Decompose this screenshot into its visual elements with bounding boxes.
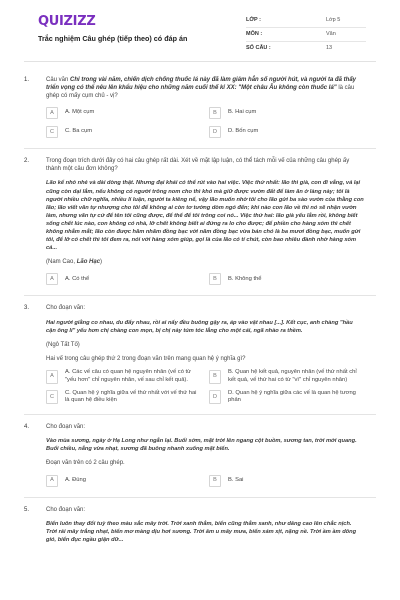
passage-text: Lão kể nhỏ nhẻ và dài dòng thật. Nhưng đại khái có thể rút vào hai việc. Việc thứ nhất: lão thì già, con đi vắng, vả lại cũng còn dại lắm, nếu không có người trông nom cho thì khó mà giữ được vườn đất để làm ăn ở làng này; tôi là người nhiều chữ nghĩa, nhiều lí luận, người ta kiêng nể, vậy lão muốn nhờ tôi cho lão gửi ba sào vườn của thằng con lão; lão viết văn tự nhượng cho tôi để không ai còn tơ tưởng dòm ngó đến; khi nào con lão về thì nó sẽ nhận vườn làm, nhưng văn tự cứ để tên tôi cũng được, để thế để tôi trông coi nó... Việc thứ hai: lão già yếu lắm rồi, không biết sống chết lúc nào, con không có nhà, lỡ chết không biết ai đứng ra lo cho được; để phiền cho hàng xóm thì chết không nhắm mắt; lão còn được hăm nhăm đồng bạc với năm đồng bạc vừa bán chó là ba mươi đồng bạc, muốn gửi tôi, để lỡ có chết thì tôi đem ra, nói với hàng xóm giúp, gọi là của lão có tí chút, còn bao nhiêu đành nhờ hàng xóm cả... (46, 180, 364, 252)
question-number: 4. (24, 424, 30, 431)
option-b[interactable] (209, 369, 364, 385)
option-text: B. Sai (228, 476, 244, 483)
meta-table (246, 14, 366, 56)
question-text-pre: Câu văn (46, 77, 71, 83)
option-b[interactable] (209, 106, 364, 120)
option-a[interactable] (46, 474, 201, 488)
option-letter: C (46, 126, 58, 138)
option-letter: A (46, 273, 58, 285)
question-text: Trong đoạn trích dưới đây có hai câu ghép rất dài. Xét về mặt lập luận, có thể tách mỗi vế của những câu ghép ấy thành một câu đơn không? (46, 158, 350, 173)
option-text: A. Các vế câu có quan hệ nguyên nhân (vế có từ "yếu hơn" chỉ nguyên nhân, vế sau chỉ kết quả). (65, 368, 192, 383)
answer-options (46, 474, 364, 488)
option-letter: C (46, 390, 58, 404)
option-d[interactable] (209, 125, 364, 139)
question-3 (24, 304, 376, 415)
passage-text: Hai người giằng co nhau, du đẩy nhau, rồi ai nấy đều buông gậy ra, áp vào vật nhau [...]. Kết cục, anh chàng "hầu cận ông lí" yếu hơn chị chàng con mọn, bị chị này túm tóc lẳng cho một cái, ngã nhào ra thềm. (46, 319, 353, 334)
question-text: Cho đoạn văn: (46, 424, 86, 431)
meta-row-subject (246, 28, 366, 42)
meta-value: Văn (326, 30, 336, 37)
question-number: 1. (24, 77, 30, 83)
question-text (46, 76, 364, 100)
option-letter: B (209, 273, 221, 285)
answer-options (46, 369, 364, 405)
option-text: A. Một cụm (65, 109, 95, 116)
source-pre: (Nam Cao, (46, 259, 77, 266)
option-text: D. Bốn cụm (228, 128, 259, 135)
option-a[interactable] (46, 272, 201, 286)
question-number: 3. (24, 305, 30, 312)
passage-text: Biển luôn thay đổi tuỳ theo màu sắc mây trời. Trời xanh thẳm, biển cũng thẳm xanh, như dâng cao lên chắc nịch. Trời rải mây trắng nhạt, biển mơ màng dịu hơi sương. Trời âm u mây mưa, biển xám xịt, nặng nề. Trời ầm ầm dông gió, biển đục ngầu giận dữ... (46, 520, 357, 543)
meta-label: LỚP : (246, 16, 261, 23)
question-2 (24, 157, 376, 296)
meta-label: SỐ CÂU : (246, 45, 271, 52)
meta-label: MÔN : (246, 30, 263, 37)
answer-options (46, 272, 364, 286)
passage-text: Vào mùa sương, ngày ở Hạ Long như ngắn lại. Buổi sớm, mặt trời lên ngang cột buồm, sương tan, trời mới quang. Buổi chiều, nắng vừa nhạt, sương đã buông nhanh xuống mặt biển. (46, 438, 357, 453)
question-prompt: Đoạn văn trên có 2 câu ghép. (46, 460, 125, 467)
option-d[interactable] (209, 390, 364, 406)
option-a[interactable] (46, 106, 201, 120)
question-body (46, 506, 376, 550)
meta-value: 13 (326, 45, 333, 52)
question-1 (24, 76, 376, 149)
option-letter: D (209, 126, 221, 138)
passage-source (46, 258, 364, 266)
option-text: C. Quan hệ ý nghĩa giữa vế thứ nhất với vế thứ hai là quan hệ điều kiện (65, 389, 197, 404)
worksheet-header (24, 0, 376, 62)
option-text: B. Quan hệ kết quả, nguyên nhân (vế thứ nhất chỉ kết quả, vế thứ hai có từ "vì" chỉ nguyên nhân) (228, 368, 357, 383)
option-text: C. Ba cụm (65, 128, 93, 135)
questions-list (24, 62, 376, 559)
question-body (46, 423, 376, 487)
question-number: 5. (24, 506, 30, 513)
option-text: B. Không thể (228, 275, 262, 282)
question-body (46, 76, 376, 139)
source-title: Lão Hạc (76, 259, 101, 266)
question-prompt: Hai vế trong câu ghép thứ 2 trong đoạn văn trên mang quan hệ ý nghĩa gì? (46, 355, 246, 362)
option-b[interactable] (209, 474, 364, 488)
question-text-emphasis: Chỉ trong vài năm, chiến dịch chống thuốc lá này đã làm giảm hẳn số người hút, và người ta đã thấy triển vọng có thể nêu lên khẩu hiệu cho những năm cuối thế kỉ XX: "Một châu Âu không còn thuốc lá" (46, 77, 357, 92)
question-5 (24, 506, 376, 559)
option-text: D. Quan hệ ý nghĩa giữa các vế là quan hệ tương phản (228, 389, 356, 404)
quizizz-logo: QUIZIZZ (38, 14, 96, 29)
source-post: ) (100, 259, 103, 266)
question-text: Cho đoạn văn: (46, 506, 86, 513)
option-letter: B (209, 475, 221, 487)
question-body (46, 157, 376, 286)
option-b[interactable] (209, 272, 364, 286)
option-text: B. Hai cụm (228, 109, 257, 116)
option-text: A. Có thể (65, 275, 90, 282)
option-letter: A (46, 107, 58, 119)
passage-source: (Ngô Tất Tố) (46, 341, 80, 348)
question-text-post: là câu ghép có mấy cụm chủ - vị? (46, 85, 355, 100)
meta-row-count (246, 42, 366, 56)
question-number: 2. (24, 158, 30, 165)
page-title: Trắc nghiệm Câu ghép (tiếp theo) có đáp án (38, 34, 188, 43)
option-c[interactable] (46, 390, 201, 406)
option-c[interactable] (46, 125, 201, 139)
answer-options (46, 106, 364, 139)
option-letter: A (46, 475, 58, 487)
meta-value: Lớp 5 (326, 16, 341, 23)
question-text: Cho đoạn văn: (46, 305, 86, 312)
option-text: A. Đúng (65, 476, 86, 483)
question-4 (24, 423, 376, 497)
meta-row-class (246, 14, 366, 28)
question-body (46, 304, 376, 405)
option-letter: D (209, 390, 221, 404)
option-letter: A (46, 370, 58, 384)
option-a[interactable] (46, 369, 201, 385)
option-letter: B (209, 107, 221, 119)
option-letter: B (209, 370, 221, 384)
